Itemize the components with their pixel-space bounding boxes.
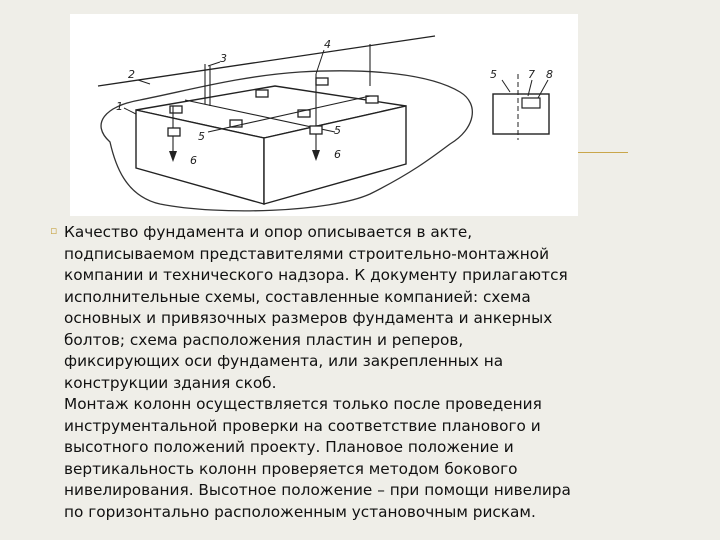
diagram-label: 2: [128, 68, 135, 81]
diagram-label: 4: [324, 38, 331, 51]
leader-line: [138, 80, 150, 84]
diagram-label: 3: [220, 52, 227, 65]
leader-line: [124, 108, 136, 114]
marker: [310, 126, 322, 134]
foundation-diagram: [70, 14, 578, 216]
paragraph-column-installation: Монтаж колонн осуществляется только после проведения инструментальной проверки на соответствие планового и высотного положений проекту. Плановое положение и вертикальность колонн проверяется методом бокового нивелирования. Высотное положение – при помощи нивелира по горизонтально расположенным установочным рискам.: [64, 395, 571, 521]
diagram-label: 1: [116, 100, 123, 113]
plate: [316, 78, 328, 85]
diagram-label: 6: [190, 154, 197, 167]
leader-line: [208, 62, 220, 66]
diagram-label: 8: [546, 68, 553, 81]
diagram-label: 5: [334, 124, 341, 137]
detail-marker: [522, 98, 540, 108]
diagram-label: 5: [198, 130, 205, 143]
plate: [170, 106, 182, 113]
body-text: [50, 222, 670, 523]
paragraph-foundation-quality: Качество фундамента и опор описывается в акте, подписываемом представителями строительно-монтажной компании и технического надзора. К документу прилагаются исполнительные схемы, составленные компанией: схема основных и привязочных размеров фундамента и анкерных болтов; схема расположения пластин и реперов, фиксирующих оси фундамента, или закрепленных на конструкции здания скоб.: [64, 223, 568, 392]
foundation-drawing: [70, 14, 578, 216]
accent-line: [578, 152, 628, 153]
square-bullet-icon: ▫: [50, 224, 58, 237]
diagram-label: 5: [490, 68, 497, 81]
marker: [168, 128, 180, 136]
string-line: [98, 36, 435, 86]
diagram-label: 7: [528, 68, 535, 81]
leader-line: [502, 80, 510, 92]
plate: [256, 90, 268, 97]
diagram-label: 6: [334, 148, 341, 161]
